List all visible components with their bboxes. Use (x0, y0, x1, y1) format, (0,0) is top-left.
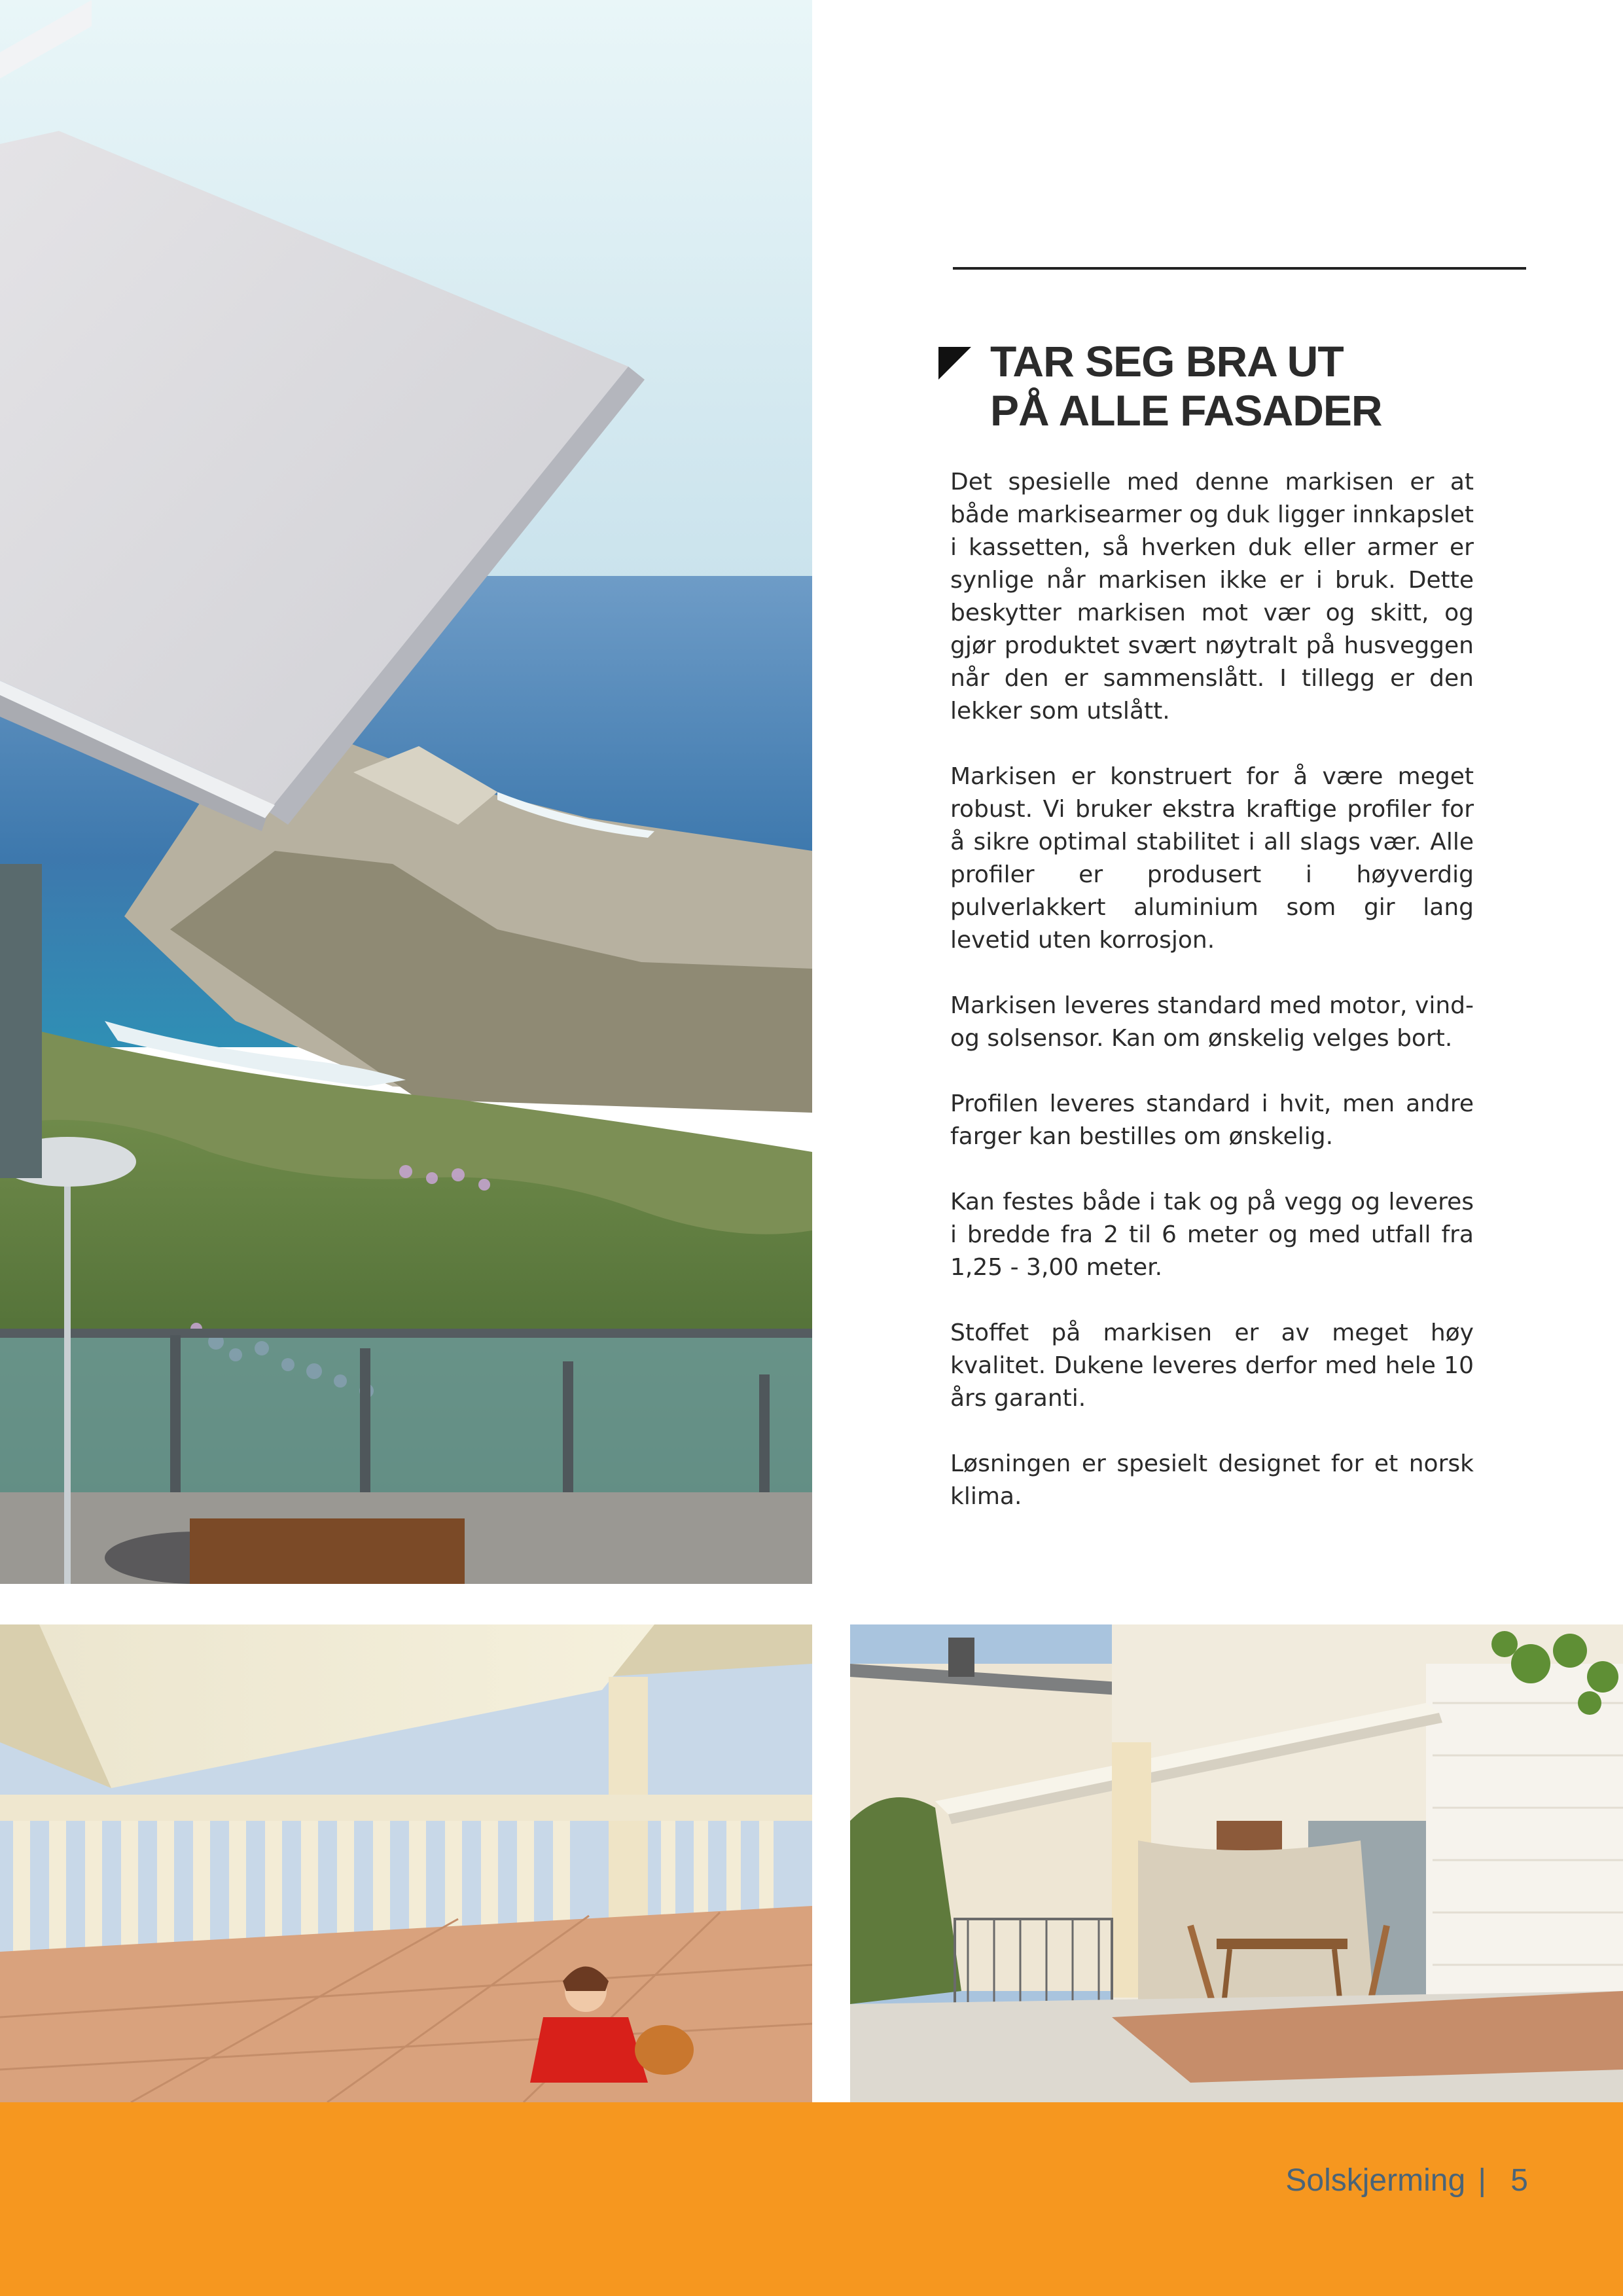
body-text (950, 466, 1474, 1513)
paragraph-climate: Løsningen er spesielt designet for et norsk klima. (950, 1450, 1474, 1510)
paragraph-motor: Markisen leveres standard med motor, vind- og solsensor. Kan om ønskelig velges bort. (950, 992, 1474, 1052)
heading-line-2: PÅ ALLE FASADER (990, 386, 1382, 435)
footer-band (0, 2102, 1623, 2296)
paragraph-robust: Markisen er konstruert for å være meget robust. Vi bruker ekstra kraftige profiler for å sikre optimal stabilitet i all slags vær. Alle profiler er produsert i høyverdig pulverlakkert aluminium som gir lang levetid uten korrosjon. (950, 763, 1474, 954)
paragraph-fabric: Stoffet på markisen er av meget høy kvalitet. Dukene leveres derfor med hele 10 års garanti. (950, 1319, 1474, 1412)
corner-triangle-icon (938, 347, 971, 380)
page-heading (990, 337, 1527, 435)
heading-line-1: TAR SEG BRA UT (990, 337, 1344, 386)
paragraph-cassette: Det spesielle med denne markisen er at både markisearmer og duk ligger innkapslet i kassetten, så hverken duk eller armer er synlige når markisen ikke er i bruk. Dette beskytter markisen mot vær og skitt, og gjør produktet svært nøytralt på husveggen når den er sammenslått. I tillegg er den lekker som utslått. (950, 469, 1474, 725)
footer-pagination (1285, 2162, 1528, 2198)
photo-patio-awning (850, 1624, 1623, 2102)
hero-photo-awning-coast (0, 0, 812, 1584)
footer-separator: | (1478, 2163, 1486, 2198)
paragraph-color: Profilen leveres standard i hvit, men andre farger kan bestilles om ønskelig. (950, 1090, 1474, 1150)
footer-section-label: Solskjerming (1285, 2163, 1466, 2198)
heading-rule (953, 267, 1526, 270)
paragraph-mounting: Kan festes både i tak og på vegg og leveres i bredde fra 2 til 6 meter og med utfall fra 1,25 - 3,00 meter. (950, 1189, 1474, 1281)
photo-balcony-awning (0, 1624, 812, 2102)
page-number: 5 (1510, 2163, 1528, 2198)
